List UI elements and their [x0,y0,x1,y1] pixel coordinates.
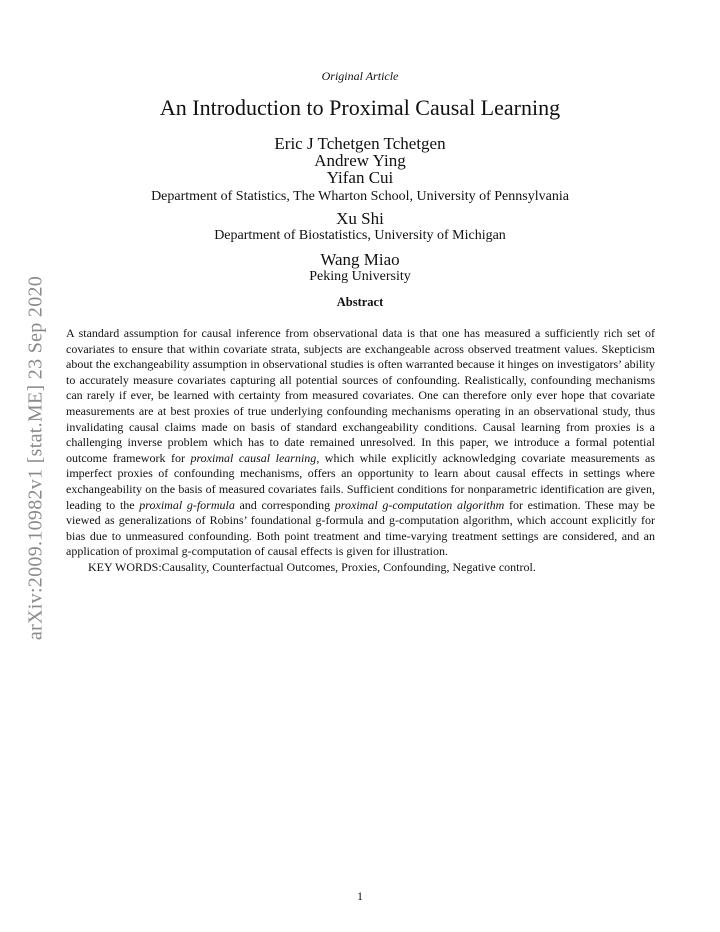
keywords-line: KEY WORDS:Causality, Counterfactual Outcomes, Proxies, Confounding, Negative control. [88,559,536,574]
abstract-text: for estimation. These may be viewed as generalizations of Robins’ foundational g-formula and g-computation algorithm, which account explicitly for bias due to unmeasured confounding. Both point treatment and time-varying treatment settings are considered, and an application of proximal g-computation of causal effects is given for illustration. [66,497,655,559]
author-name: Xu Shi [336,209,384,228]
abstract-paragraph [66,326,655,560]
abstract-body [66,326,655,576]
paper-title: An Introduction to Proximal Causal Learning [159,95,561,120]
author-name: Eric J Tchetgen Tchetgen [274,134,446,153]
emphasized-term: proximal g-computation algorithm [334,497,505,512]
emphasized-term: proximal causal learning [190,450,317,465]
arxiv-identifier-stamp: arXiv:2009.10982v1 [stat.ME] 23 Sep 2020 [24,275,47,641]
authors-block [0,135,720,286]
article-type-label: Original Article [321,69,399,83]
author-name: Yifan Cui [326,168,394,187]
page-number: 1 [357,889,363,903]
author-name: Andrew Ying [314,151,406,170]
abstract-text: , which while explicitly acknowledging covariate measurements as imperfect proxies of confounding mechanisms, offers an opportunity to learn about causal effects in settings where exchangeability on the basis of measured covariates fails. Sufficient conditions for nonparametric identification are given, leading to the [66,450,655,512]
author-affiliation: Peking University [309,269,411,284]
author-affiliation: Department of Statistics, The Wharton School, University of Pennsylvania [151,189,569,204]
author-name: Wang Miao [320,250,400,269]
abstract-heading: Abstract [336,295,384,309]
emphasized-term: proximal g-formula [139,497,235,512]
author-affiliation: Department of Biostatistics, University of Michigan [214,228,506,243]
abstract-text: and corresponding [234,497,335,512]
abstract-text: A standard assumption for causal inference from observational data is that one has measured a sufficiently rich set of covariates to ensure that within covariate strata, subjects are exchangeable across observed treatment values. Skepticism about the exchangeability assumption in observational studies is often warranted because it hinges on investigators’ ability to accurately measure covariates capturing all potential sources of confounding. Realistically, confounding mechanisms can rarely if ever, be learned with certainty from measured covariates. One can therefore only ever hope that covariate measurements are at best proxies of true underlying confounding mechanisms operating in an observational study, thus invalidating causal claims made on basis of standard exchangeability conditions. Causal learning from proxies is a challenging inverse problem which has to date remained unresolved. In this paper, we introduce a formal potential outcome framework for [66,326,655,465]
